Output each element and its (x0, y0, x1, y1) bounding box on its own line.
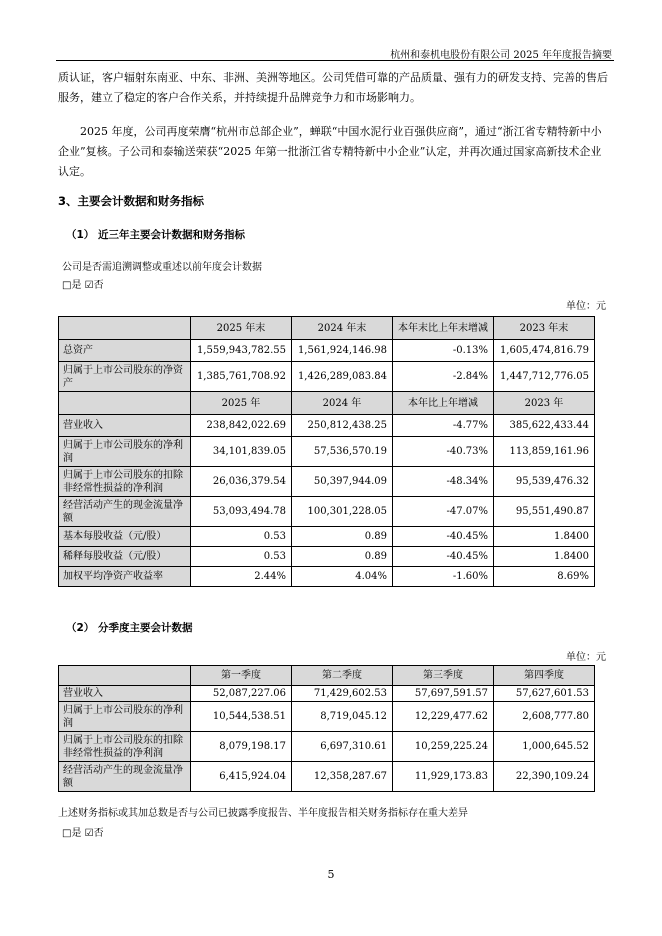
value-cell: 53,093,494.78 (191, 497, 292, 527)
value-cell: 250,812,438.25 (292, 415, 393, 437)
value-cell: 2,608,777.80 (494, 702, 595, 732)
value-cell: -1.60% (393, 567, 494, 587)
value-cell: 8.69% (494, 567, 595, 587)
value-cell: 12,229,477.62 (393, 702, 494, 732)
restate-question: 公司是否需追溯调整或重述以前年度会计数据 (62, 262, 262, 273)
value-cell: 1,385,761,708.92 (191, 362, 292, 392)
value-cell: -0.13% (393, 340, 494, 362)
value-cell: 71,429,602.53 (292, 686, 393, 702)
value-cell: 8,079,198.17 (191, 732, 292, 762)
value-cell: 57,536,570.19 (292, 437, 393, 467)
table-row (59, 762, 595, 792)
value-cell: 0.89 (292, 547, 393, 567)
value-cell: 10,259,225.24 (393, 732, 494, 762)
row-label: 归属于上市公司股东的净资产 (59, 362, 191, 392)
value-cell: 385,622,433.44 (494, 415, 595, 437)
table-row (59, 362, 595, 392)
value-cell: 0.53 (191, 527, 292, 547)
value-cell: 238,842,022.69 (191, 415, 292, 437)
page-number: 5 (327, 868, 335, 881)
unit-label-2: 单位：元 (566, 652, 606, 663)
column-header: 第二季度 (292, 666, 393, 686)
table-header-row (59, 317, 595, 340)
row-label: 加权平均净资产收益率 (59, 567, 191, 587)
value-cell: 95,551,490.87 (494, 497, 595, 527)
value-cell: 52,087,227.06 (191, 686, 292, 702)
value-cell: -4.77% (393, 415, 494, 437)
column-header: 第三季度 (393, 666, 494, 686)
intro-paragraph-2: 2025 年度，公司再度荣膺“杭州市总部企业”，蝉联“中国水泥行业百强供应商”，通过“浙江省专精特新中小企业”复核。子公司和泰输送荣获“2025 年第一批浙江省专精特新中小企业”认定，并再次通过国家高新技术企业认定。 (58, 125, 602, 178)
value-cell: 6,697,310.61 (292, 732, 393, 762)
value-cell: 4.04% (292, 567, 393, 587)
subsection-1-title: （1） 近三年主要会计数据和财务指标 (66, 229, 245, 241)
report-header-title: 杭州和泰机电股份有限公司 2025 年年度报告摘要 (390, 50, 612, 61)
table-row (59, 467, 595, 497)
value-cell: 34,101,839.05 (191, 437, 292, 467)
value-cell: 113,859,161.96 (494, 437, 595, 467)
value-cell: 1,426,289,083.84 (292, 362, 393, 392)
table-row (59, 547, 595, 567)
table-row (59, 497, 595, 527)
row-label: 归属于上市公司股东的净利润 (59, 702, 191, 732)
value-cell: 8,719,045.12 (292, 702, 393, 732)
column-header: 2025 年末 (191, 317, 292, 340)
value-cell: 1,559,943,782.55 (191, 340, 292, 362)
table-row (59, 340, 595, 362)
row-label: 营业收入 (59, 415, 191, 437)
subsection-2-title: （2） 分季度主要会计数据 (66, 622, 193, 634)
column-header: 本年比上年增减 (393, 392, 494, 415)
table-row (59, 437, 595, 467)
table-row (59, 702, 595, 732)
row-label: 经营活动产生的现金流量净额 (59, 497, 191, 527)
restate-answer: □是 ☑否 (62, 280, 104, 291)
value-cell: 2.44% (191, 567, 292, 587)
header-divider (56, 60, 614, 61)
value-cell: 1,561,924,146.98 (292, 340, 393, 362)
row-label: 稀释每股收益（元/股） (59, 547, 191, 567)
table-row (59, 415, 595, 437)
value-cell: 1,605,474,816.79 (494, 340, 595, 362)
value-cell: -40.45% (393, 527, 494, 547)
row-label: 总资产 (59, 340, 191, 362)
value-cell: 22,390,109.24 (494, 762, 595, 792)
row-label: 归属于上市公司股东的扣除非经常性损益的净利润 (59, 732, 191, 762)
header-blank-cell (59, 317, 191, 340)
value-cell: 1,000,645.52 (494, 732, 595, 762)
table-header-row (59, 666, 595, 686)
value-cell: 0.53 (191, 547, 292, 567)
value-cell: 26,036,379.54 (191, 467, 292, 497)
value-cell: 1,447,712,776.05 (494, 362, 595, 392)
row-label: 归属于上市公司股东的扣除非经常性损益的净利润 (59, 467, 191, 497)
column-header: 第四季度 (494, 666, 595, 686)
value-cell: 95,539,476.32 (494, 467, 595, 497)
column-header: 2023 年末 (494, 317, 595, 340)
header-blank-cell (59, 392, 191, 415)
value-cell: 100,301,228.05 (292, 497, 393, 527)
intro-paragraph-1: 质认证，客户辐射东南亚、中东、非洲、美洲等地区。公司凭借可靠的产品质量、强有力的研发支持、完善的售后服务，建立了稳定的客户合作关系，并持续提升品牌竞争力和市场影响力。 (58, 71, 608, 104)
value-cell: 1.8400 (494, 527, 595, 547)
table-row (59, 567, 595, 587)
value-cell: -2.84% (393, 362, 494, 392)
value-cell: -40.45% (393, 547, 494, 567)
value-cell: 57,627,601.53 (494, 686, 595, 702)
value-cell: -48.34% (393, 467, 494, 497)
difference-answer: □是 ☑否 (62, 828, 104, 839)
table-header-row (59, 392, 595, 415)
value-cell: -47.07% (393, 497, 494, 527)
unit-label-1: 单位：元 (566, 301, 606, 312)
value-cell: 50,397,944.09 (292, 467, 393, 497)
value-cell: 6,415,924.04 (191, 762, 292, 792)
value-cell: 12,358,287.67 (292, 762, 393, 792)
difference-question: 上述财务指标或其加总数是否与公司已披露季度报告、半年度报告相关财务指标存在重大差异 (58, 808, 468, 819)
value-cell: -40.73% (393, 437, 494, 467)
value-cell: 1.8400 (494, 547, 595, 567)
value-cell: 57,697,591.57 (393, 686, 494, 702)
annual-financial-table (58, 316, 595, 587)
column-header: 2023 年 (494, 392, 595, 415)
row-label: 经营活动产生的现金流量净额 (59, 762, 191, 792)
column-header: 2025 年 (191, 392, 292, 415)
row-label: 归属于上市公司股东的净利润 (59, 437, 191, 467)
quarterly-financial-table (58, 665, 595, 792)
column-header: 2024 年 (292, 392, 393, 415)
section-3-title: 3、主要会计数据和财务指标 (58, 194, 205, 208)
table-row (59, 686, 595, 702)
value-cell: 10,544,538.51 (191, 702, 292, 732)
table-row (59, 527, 595, 547)
header-blank-cell (59, 666, 191, 686)
row-label: 营业收入 (59, 686, 191, 702)
value-cell: 11,929,173.83 (393, 762, 494, 792)
column-header: 2024 年末 (292, 317, 393, 340)
column-header: 本年末比上年末增减 (393, 317, 494, 340)
table-row (59, 732, 595, 762)
value-cell: 0.89 (292, 527, 393, 547)
column-header: 第一季度 (191, 666, 292, 686)
row-label: 基本每股收益（元/股） (59, 527, 191, 547)
